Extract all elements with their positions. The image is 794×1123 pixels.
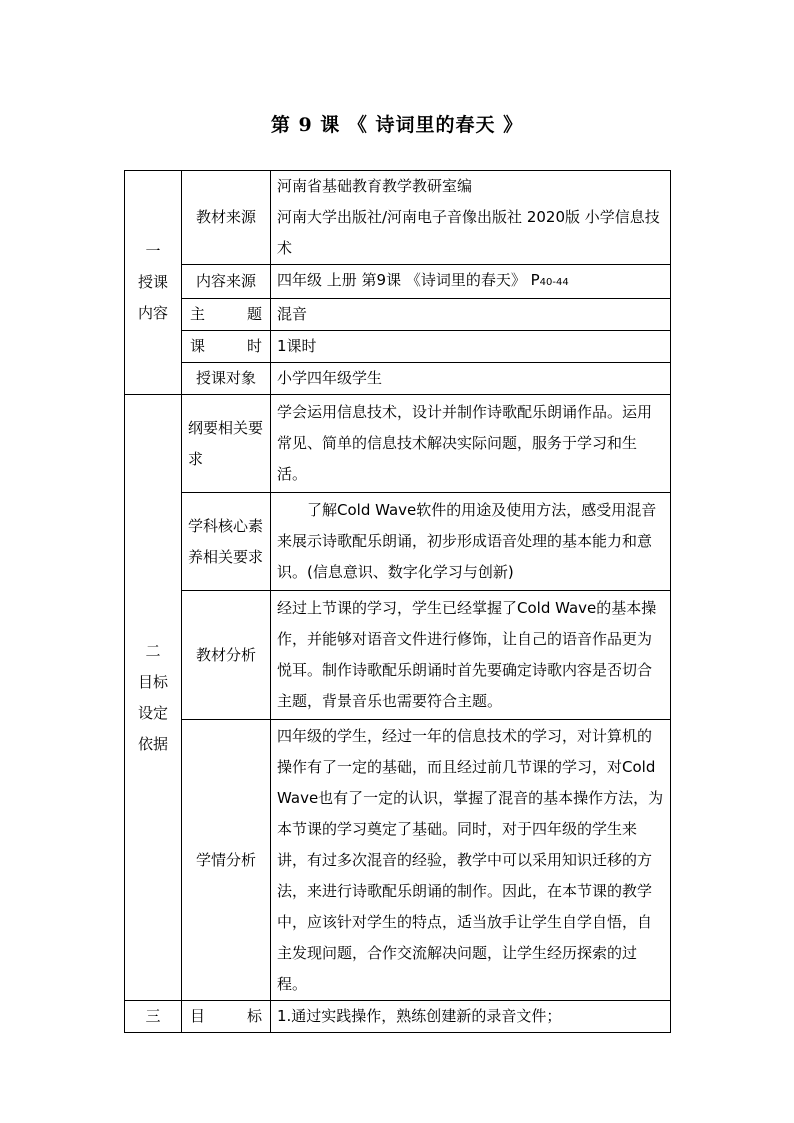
core-label: 学科核心素养相关要求: [182, 493, 271, 591]
lesson-plan-table: [124, 170, 671, 1033]
theme-label: 主题: [190, 305, 262, 323]
audience-value: 小学四年级学生: [271, 363, 671, 395]
source-label: 教材来源: [182, 171, 271, 265]
content-value: 四年级 上册 第9课 《诗词里的春天》 P: [277, 271, 540, 289]
theme-value: 混音: [271, 299, 671, 331]
table-row: [125, 720, 671, 1001]
table-row: [125, 1001, 671, 1033]
student-value: 四年级的学生，经过一年的信息技术的学习，对计算机的操作有了一定的基础，而且经过前几节课的学习，对Cold Wave也有了一定的认识，掌握了混音的基本操作方法，为本节课的学习奠定了基础。同时，对于四年级的学生来讲，有过多次混音的经验，教学中可以采用知识迁移的方法，来进行诗歌配乐朗诵的制作。因此，在本节课的教学中，应该针对学生的特点，适当放手让学生自学自悟，自主发现问题，合作交流解决问题，让学生经历探索的过程。: [271, 720, 671, 1001]
source-value: 河南省基础教育教学教研室编 河南大学出版社/河南电子音像出版社 2020版 小学信息技术: [271, 171, 671, 265]
textbook-label: 教材分析: [182, 591, 271, 720]
content-pages: 40-44: [539, 277, 569, 288]
period-label-cell: [182, 331, 271, 363]
goal-value: 1.通过实践操作，熟练创建新的录音文件；: [271, 1001, 671, 1033]
goal-label-cell: [182, 1001, 271, 1033]
content-label: 内容来源: [182, 265, 271, 299]
content-value-cell: [271, 265, 671, 299]
student-label: 学情分析: [182, 720, 271, 1001]
table-row: [125, 265, 671, 299]
table-row: [125, 299, 671, 331]
section-three-cell: 三: [125, 1001, 182, 1033]
theme-label-cell: [182, 299, 271, 331]
audience-label: 授课对象: [182, 363, 271, 395]
section-one-cell: 一 授课 内容: [125, 171, 182, 395]
syllabus-value: 学会运用信息技术，设计并制作诗歌配乐朗诵作品。运用常见、简单的信息技术解决实际问题，服务于学习和生活。: [271, 395, 671, 493]
period-value: 1课时: [271, 331, 671, 363]
table-row: [125, 171, 671, 265]
goal-label: 目标: [190, 1007, 262, 1025]
section-two-cell: 二 目标 设定 依据: [125, 395, 182, 1001]
textbook-value: 经过上节课的学习，学生已经掌握了Cold Wave的基本操作，并能够对语音文件进行修饰，让自己的语音作品更为悦耳。制作诗歌配乐朗诵时首先要确定诗歌内容是否切合主题，背景音乐也需要符合主题。: [271, 591, 671, 720]
table-row: [125, 331, 671, 363]
table-row: [125, 395, 671, 493]
table-row: [125, 493, 671, 591]
table-row: [125, 591, 671, 720]
period-label: 课时: [190, 337, 262, 355]
core-value: 了解Cold Wave软件的用途及使用方法，感受用混音来展示诗歌配乐朗诵，初步形成语音处理的基本能力和意识。(信息意识、数字化学习与创新): [271, 493, 671, 591]
table-row: [125, 363, 671, 395]
syllabus-label: 纲要相关要求: [182, 395, 271, 493]
page-title: 第 9 课 《 诗词里的春天 》: [270, 114, 524, 136]
